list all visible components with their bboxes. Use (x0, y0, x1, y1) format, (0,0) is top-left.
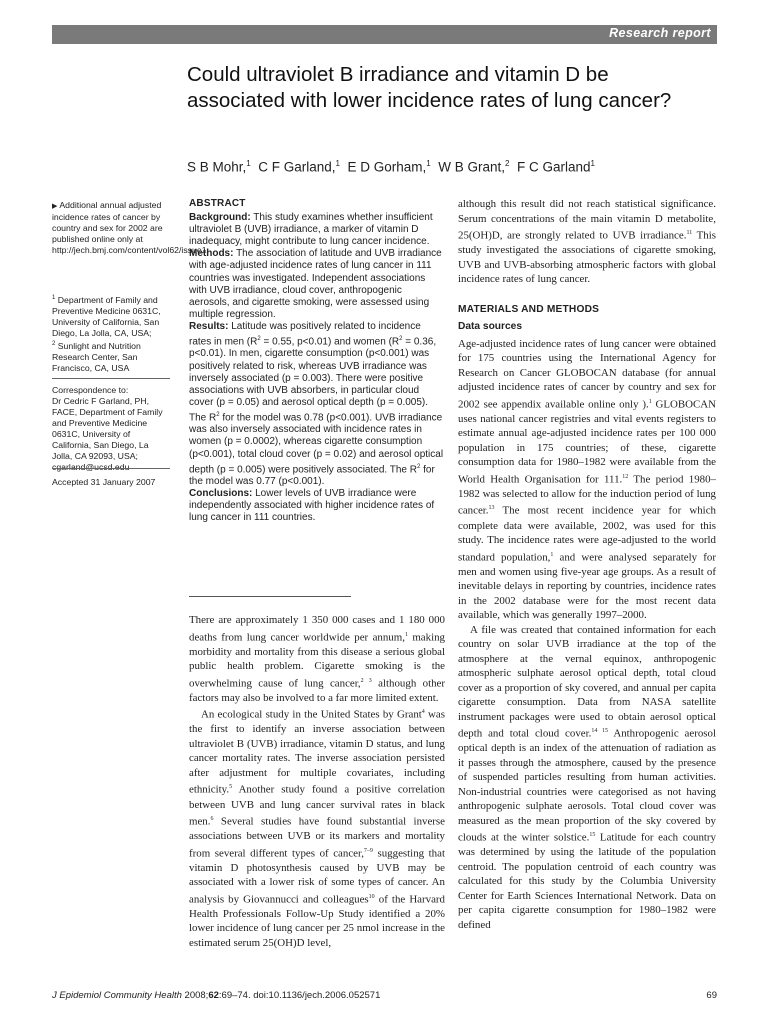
abstract-results: Results: Latitude was positively related to incidence rates in men ($R^2 = 0.55$, p<0.01) and women ($R^2 = 0.36$, p<0.01). In men, cigarette consumption (p<0.001) was positively related to risk, whereas UVB irradiance was inversely associated (p = 0.003). There were positive associations with UVB absorbers, in particular cloud cover (p = 0.05) and aerosol optical depth (p = 0.005). The $R^2$ for the model was 0.78 (p<0.001). UVB irradiance was also inversely associated with incidence rates in women (p = 0.0002), whereas cigarette consumption (p<0.001), total cloud cover (p = 0.02) and aerosol optical depth (p = 0.005) were positively associated. The $R^2$ for the model was 0.77 (p<0.001). (189, 320, 444, 488)
section-label: Research report (609, 26, 711, 40)
affiliation-ref: 1 (335, 159, 340, 168)
introduction (189, 613, 445, 950)
section-banner (52, 25, 717, 44)
triangle-bullet-icon: ▶ (52, 203, 58, 210)
supplement-note: ▶ Additional annual adjusted incidence rates of cancer by country and sex for 2002 are published online only at http://jech.bmj.com/content/vol62/issue1 (52, 200, 207, 255)
affiliation-ref: 1 (426, 159, 431, 168)
author: E D Gorham, (347, 159, 427, 175)
data-sources-paragraph-2: A file was created that contained information for each country on solar UVB irradiance at the top of the atmosphere at the vernal equinox, anthropogenic atmospheric sulphate aerosol optical depth, total cloud cover as a proportion of sky covered, and annual per capita cigarette consumption. Data from NASA satellite instrument packages were used to obtain aerosol optical depth and total cloud cover.$^{14 15}$ Anthropogenic aerosol optical depth is an index of the attenuation of radiation as it passes through the atmosphere, caused by the presence of suspended particles resulting from human activities. Non-industrial countries were categorised as not having anthropogenic sulphate aerosols. Total cloud cover was measured as the mean proportion of the sky covered by clouds at the winter solstice.$^{15}$ Latitude for each country was determined by using the latitude of the population centroid. The population centroid of each country was calculated for this study by the Columbia University Center for Earth Sciences International Network. Data on per capita cigarette consumption for 1980–1982 were defined (458, 623, 717, 931)
methods-heading: MATERIALS AND METHODS (458, 303, 600, 315)
right-column (458, 197, 716, 932)
page-footer (52, 990, 717, 1001)
accepted-date: Accepted 31 January 2007 (52, 477, 156, 487)
intro-continuation: although this result did not reach statistical significance. Serum concentrations of the main vitamin D metabolite, 25(OH)D, are strongly related to UVB irradiance.$^{11}$ This study investigated the associations of cigarette smoking, UVB and UVB-absorbing atmospheric factors with global incidence rates of lung cancer. (458, 198, 716, 286)
correspondence-details: Dr Cedric F Garland, PH, FACE, Department of Family and Preventive Medicine 0631C, University of California, San Diego, La Jolla, CA 92093, USA; cgarland@ucsd.edu (52, 396, 163, 472)
intro-paragraph-1: There are approximately 1 350 000 cases and 1 180 000 deaths from lung cancer worldwide per annum,$^1$ making morbidity and mortality from this disease a serious global public health problem. Cigarette smoking is the overwhelming cause of lung cancer,$^{2 3}$ although other factors may also be involved to a far more limited extent. (189, 614, 445, 704)
affiliation-2: $^2$ Sunlight and Nutrition Research Center, San Francisco, CA, USA (52, 340, 141, 373)
author: C F Garland, (258, 159, 336, 175)
data-sources-paragraph-1: Age-adjusted incidence rates of lung cancer were obtained for 175 countries using the International Agency for Research on Cancer GLOBOCAN database (for annual adjusted incidence rates of cancer by country and sex for 2002 see appendix available online only ).$^1$ GLOBOCAN uses national cancer registries and vital events registers to estimate annual age-adjusted incidence rates per 100 000 population in 175 countries; of these, cigarette consumption data for 1980–1982 were available from the World Health Organisation for 111.12 The period 1980–1982 was selected to allow for the induction period of lung cancer.$^{13}$ The most recent incidence year for which complete data were available, 2002, was used for this study. The incidence rates were age-adjusted to the world standard population,$^1$ and were analysed separately for men and women using five-year age groups. As a result of inevitable delays in reporting by countries, incidence rates in the 2002 database were for the most recent data available, which was generally 1997–2000. (458, 337, 716, 622)
affiliation-1: $^1$ Department of Family and Preventive Medicine 0631C, University of California, San Diego, La Jolla, CA, USA; (52, 294, 161, 338)
abstract (189, 198, 444, 524)
intro-paragraph-2: An ecological study in the United States by Grant$^4$ was the first to identify an inverse association between ultraviolet B (UVB) irradiance, vitamin D status, and lung cancer mortality rates. The inverse association persisted after adjustment for multiple covariates, including ethnicity.$^5$ Another study found a positive correlation between UVB and lung cancer survival rates in black men.$^6$ Several studies have found substantial inverse associations between UVB or its markers and mortality from several different types of cancer,$^{7-9}$ suggesting that vitamin D photosynthesis caused by UVB may be associated with a lower risk of some types of cancer. An analysis by Giovannucci and colleagues$^{10}$ of the Harvard Health Professionals Follow-Up Study identified a 20% lower incidence of lung cancer per 25 nmol increase in the estimated serum 25(OH)D level, (189, 708, 445, 949)
sidebar-divider (52, 468, 170, 469)
abstract-conclusions: Conclusions: Lower levels of UVB irradiance were independently associated with higher incidence rates of lung cancer in 111 countries. (189, 488, 435, 524)
author: S B Mohr, (187, 159, 247, 175)
abstract-background: Background: This study examines whether insufficient ultraviolet B (UVB) irradiance, a marker of vitamin D inadequacy, might contribute to lung cancer incidence. (189, 212, 433, 248)
affiliation-ref: 1 (246, 159, 251, 168)
sidebar-divider (52, 378, 170, 379)
affiliations (52, 293, 170, 374)
journal-name: J Epidemiol Community Health (52, 990, 182, 1001)
author: F C Garland (516, 159, 591, 175)
affiliation-ref: 1 (590, 159, 595, 168)
page-number: 69 (706, 990, 717, 1001)
author-list (187, 159, 595, 175)
affiliation-ref: 2 (505, 159, 510, 168)
abstract-heading: ABSTRACT (189, 198, 246, 209)
abstract-methods: Methods: The association of latitude and UVB irradiance with age-adjusted incidence rates of lung cancer in 111 countries was investigated. Independent associations with UVB irradiance, cloud cover, anthropogenic aerosols, and cigarette smoking, were assessed using multiple regression. (189, 248, 442, 320)
correspondence: Correspondence to: Dr Cedric F Garland, PH, FACE, Department of Family and Preventive Medicine 0631C, University of California, San Diego, La Jolla, CA 92093, USA; cgarland@ucsd.edu (52, 385, 170, 473)
abstract-divider (189, 596, 351, 597)
citation: 2008;62:69–74. doi:10.1136/jech.2006.052571 (184, 990, 381, 1001)
data-sources-heading: Data sources (458, 321, 522, 333)
article-title: Could ultraviolet B irradiance and vitamin D be associated with lower incidence rates of lung cancer? (187, 63, 672, 112)
author: W B Grant, (438, 159, 506, 175)
